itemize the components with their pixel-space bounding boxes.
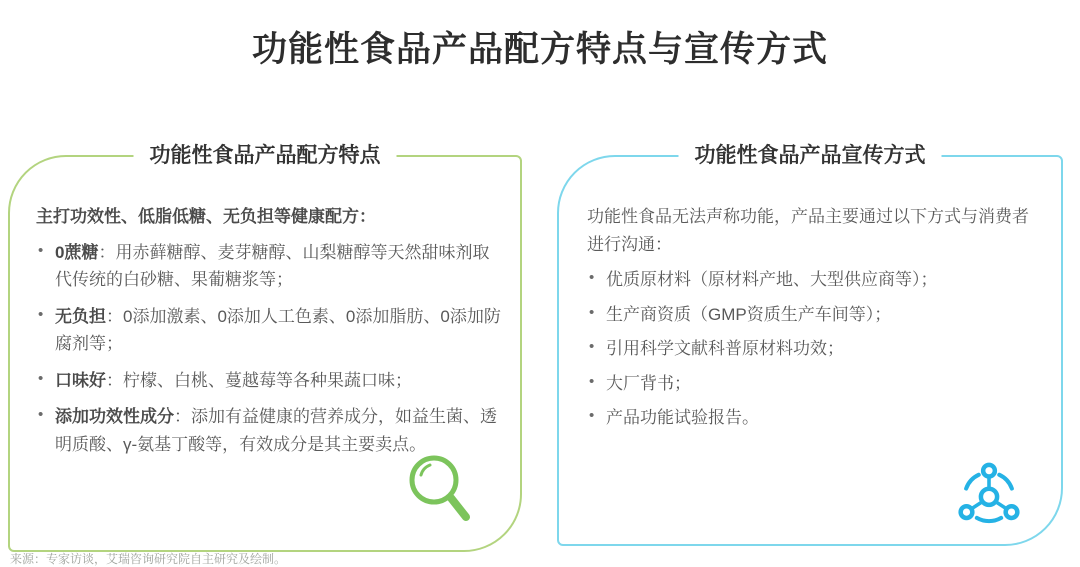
formula-panel-title: 功能性食品产品配方特点 [134, 143, 397, 169]
promotion-bullet-list [587, 266, 1039, 432]
promotion-lead-text: 功能性食品无法声称功能，产品主要通过以下方式与消费者进行沟通： [587, 207, 1029, 254]
list-item: • 生产商资质（GMP资质生产车间等）； [587, 301, 1039, 329]
formula-panel-body [10, 203, 520, 550]
list-item: • 优质原材料（原材料产地、大型供应商等）； [587, 266, 1039, 294]
formula-bullet-list [36, 239, 502, 459]
list-item [36, 367, 502, 395]
list-item: • 大厂背书； [587, 370, 1039, 398]
bullet-text: ：用赤藓糖醇、麦芽糖醇、山梨糖醇等天然甜味剂取代传统的白砂糖、果葡糖浆等； [55, 242, 490, 290]
source-footnote: 来源：专家访谈，艾瑞咨询研究院自主研究及绘制。 [10, 552, 287, 566]
list-item: • 产品功能试验报告。 [587, 404, 1039, 432]
bullet-label: 无负担 [55, 306, 106, 326]
bullet-label: 0蔗糖 [55, 242, 99, 262]
list-item [36, 239, 502, 294]
list-item [36, 403, 502, 458]
formula-features-panel [8, 144, 522, 552]
list-item: • 引用科学文献科普原材料功效； [587, 335, 1039, 363]
bullet-text: ：柠檬、白桃、蔓越莓等各种果蔬口味； [106, 370, 412, 390]
bullet-label: 口味好 [55, 370, 106, 390]
promotion-panel-body [559, 203, 1061, 544]
promotion-panel-title: 功能性食品产品宣传方式 [679, 143, 942, 169]
list-item [36, 303, 502, 358]
formula-lead-text: 主打功效性、低脂低糖、无负担等健康配方： [36, 207, 376, 226]
page-title: 功能性食品产品配方特点与宣传方式 [251, 30, 828, 69]
bullet-text: ：0添加激素、0添加人工色素、0添加脂肪、0添加防腐剂等； [55, 306, 501, 354]
bullet-label: 添加功效性成分 [55, 407, 174, 427]
bullet-text: ：添加有益健康的营养成分，如益生菌、透明质酸、γ-氨基丁酸等，有效成分是其主要卖点。 [55, 407, 497, 454]
promotion-methods-panel [557, 144, 1063, 546]
